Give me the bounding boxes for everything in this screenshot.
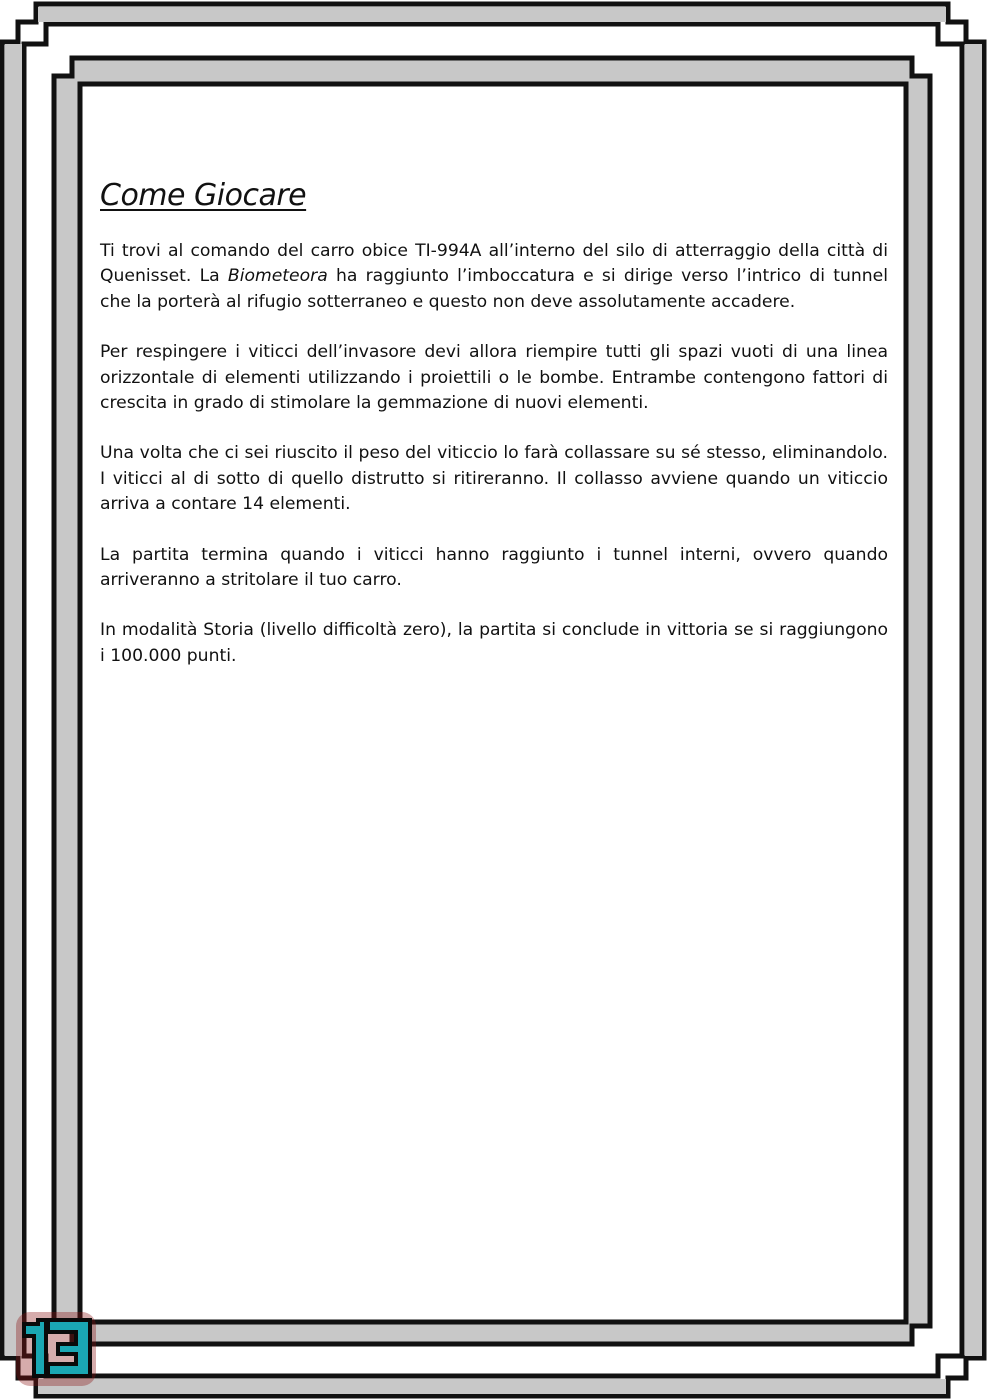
biometeora-emphasis: Biometeora	[227, 266, 328, 287]
paragraph-intro-start: Ti trovi al comando del carro obice TI-994A all’interno del silo di atterraggio della città di Quenisset. La	[100, 241, 888, 287]
paragraph-story-mode: In modalità Storia (livello difficoltà zero), la partita si conclude in vittoria se si raggiungono i 100.000 punti.	[100, 620, 888, 666]
paragraph-game-over: La partita termina quando i viticci hanno raggiunto i tunnel interni, ovvero quando arriveranno a stritolare il tuo carro.	[100, 544, 888, 591]
page-content	[100, 178, 888, 694]
paragraph-intro	[100, 239, 888, 315]
page-title: Come Giocare	[100, 178, 307, 213]
paragraph-intro-end: ha raggiunto l’imboccatura e si dirige verso l’intrico di tunnel che la porterà al rifugio sotterraneo e questo non deve assolutamente accadere.	[100, 266, 888, 312]
paragraph-collapse: Una volta che ci sei riuscito il peso del viticcio lo farà collassare su sé stesso, eliminandolo. I viticci al di sotto di quello distrutto si ritireranno. Il collasso avviene quando un viticcio arriva a contare 14 elementi.	[100, 443, 888, 515]
page-number-badge	[14, 1310, 98, 1388]
paragraph-rules: Per respingere i viticci dell’invasore devi allora riempire tutti gli spazi vuoti di una linea orizzontale di elementi utilizzando i proiettili o le bombe. Entrambe contengono fattori di crescita in grado di stimolare la gemmazione di nuovi elementi.	[100, 342, 888, 414]
